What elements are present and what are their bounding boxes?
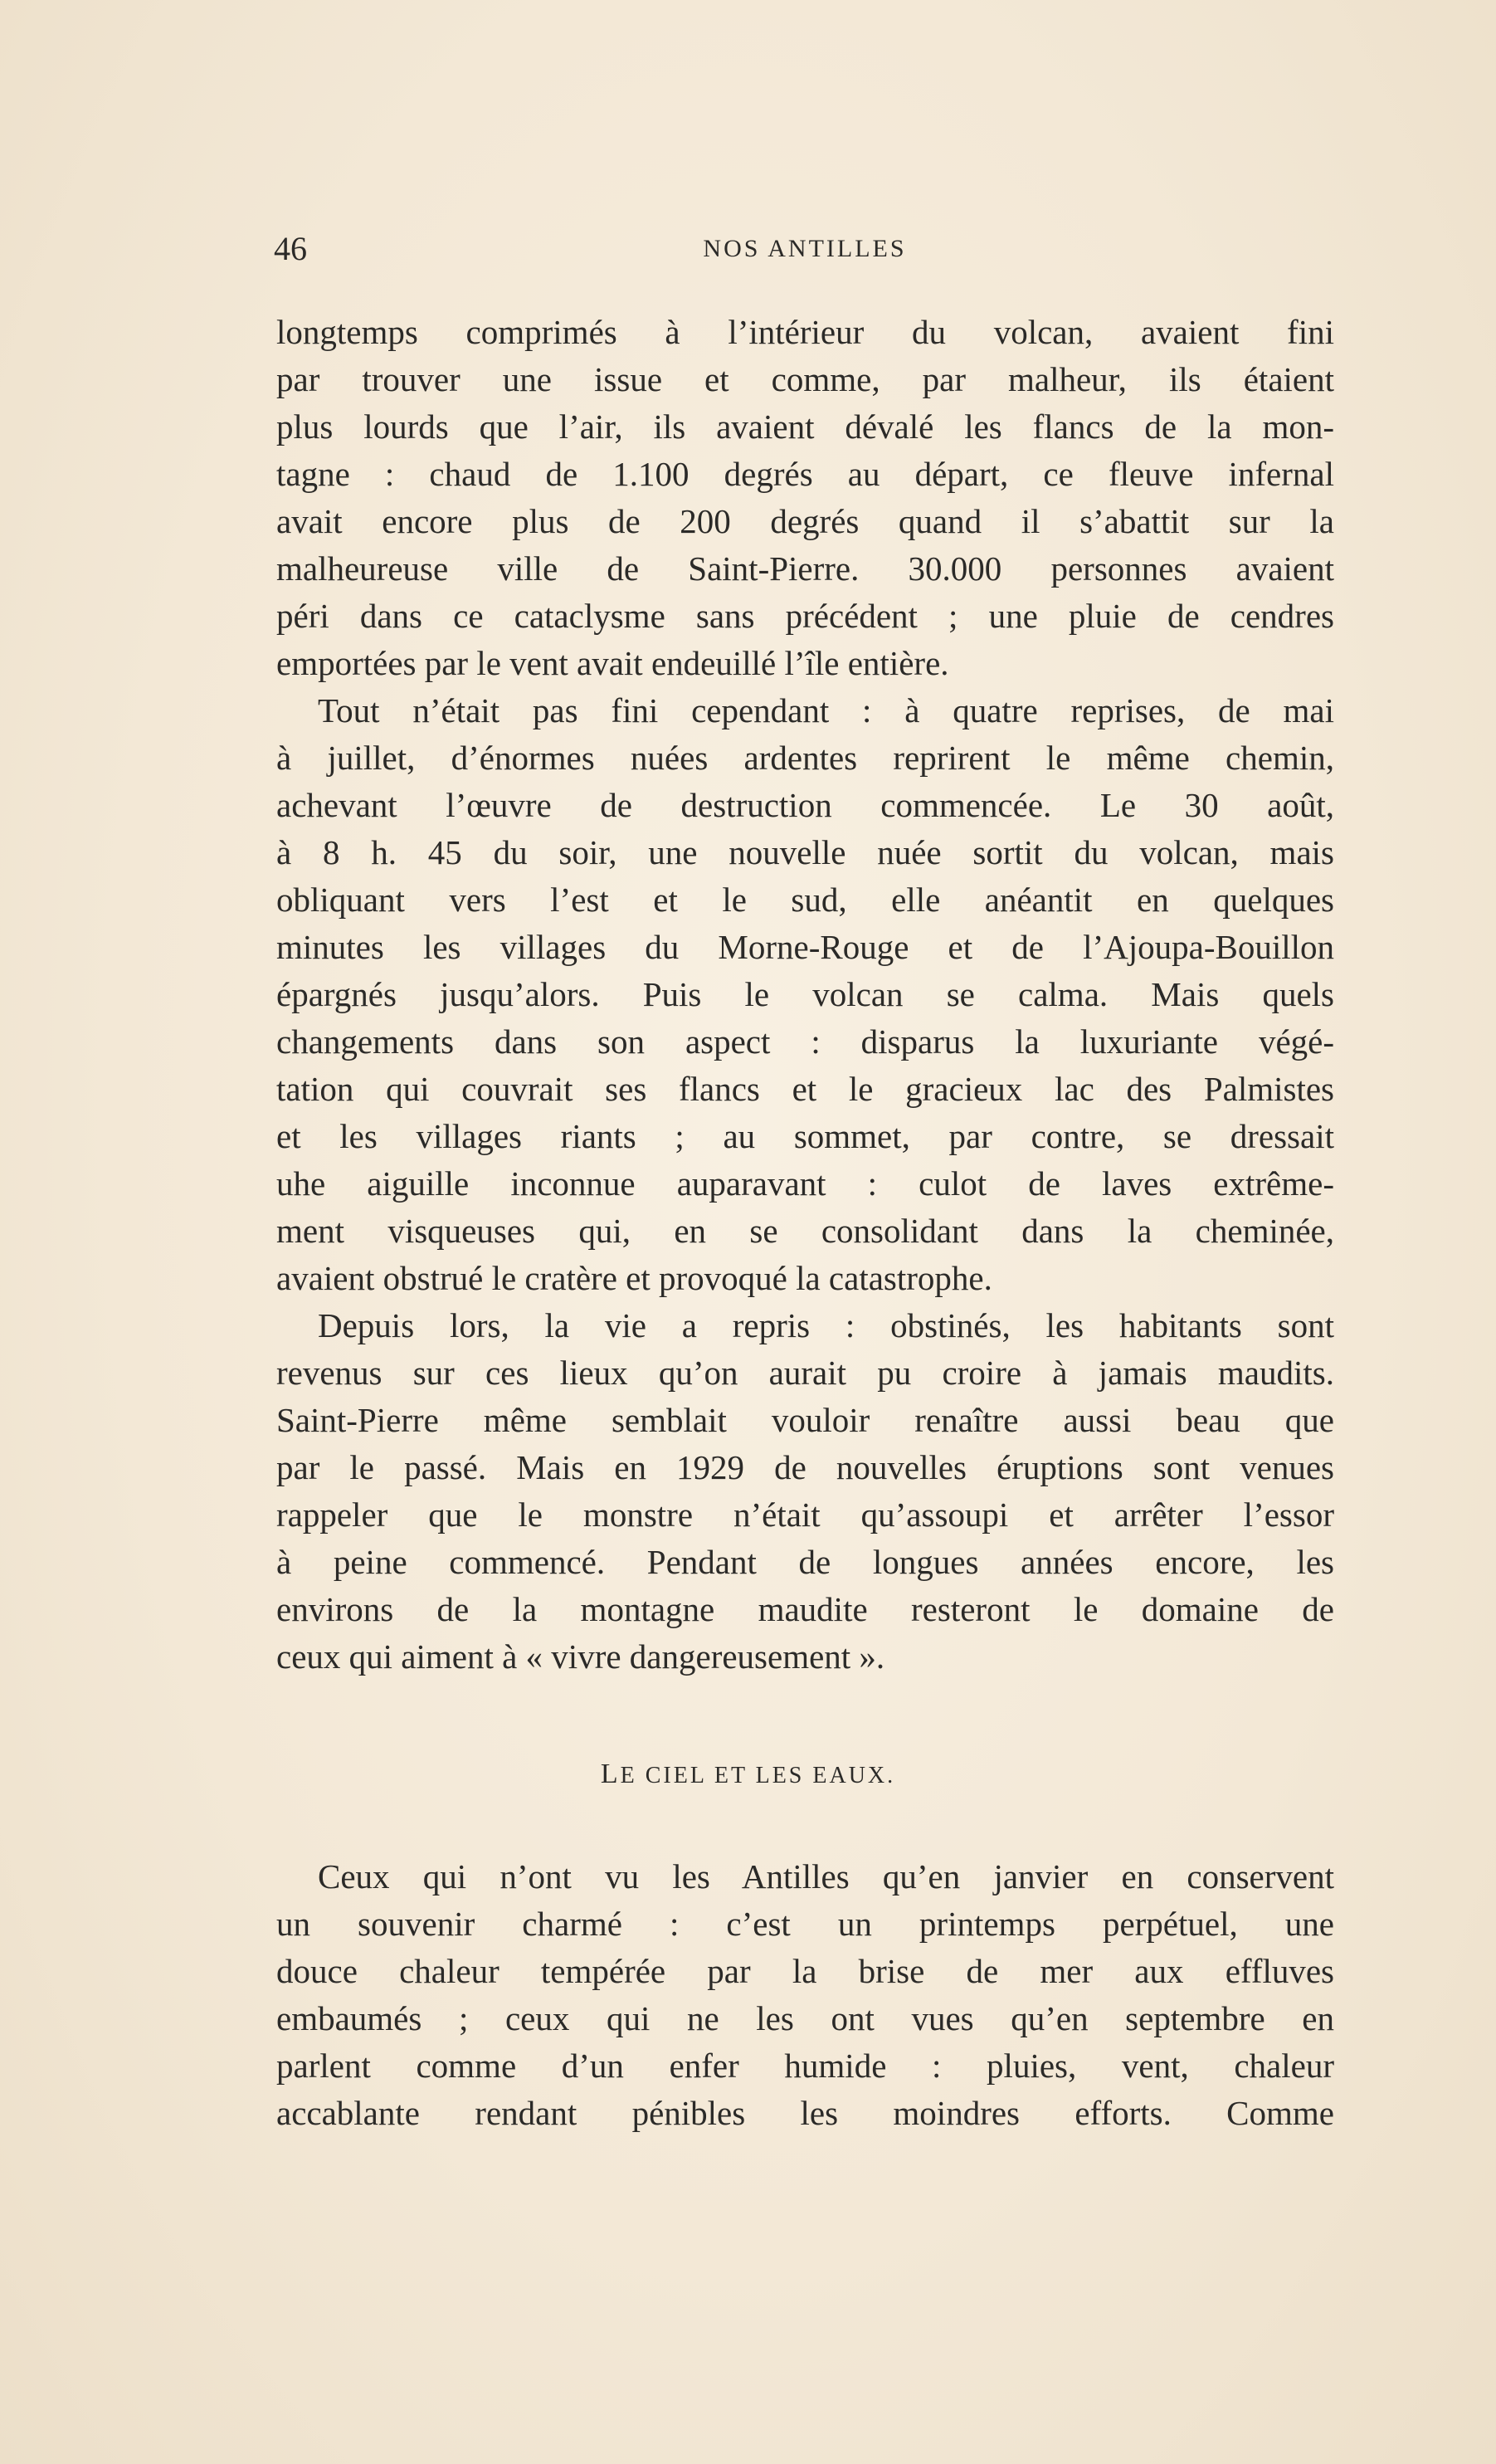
text-line: tation qui couvrait ses flancs et le gracieux lac des Palmistes — [276, 1070, 1334, 1108]
text-line: avait encore plus de 200 degrés quand il s’abattit sur la — [276, 502, 1334, 540]
body-text-top — [276, 309, 1334, 1681]
text-line: plus lourds que l’air, ils avaient dévalé les flancs de la mon- — [276, 407, 1334, 446]
text-line: ment visqueuses qui, en se consolidant dans la cheminée, — [276, 1212, 1334, 1250]
text-line: tagne : chaud de 1.100 degrés au départ, ce fleuve infernal — [276, 455, 1334, 493]
text-line: malheureuse ville de Saint-Pierre. 30.000 personnes avaient — [276, 549, 1334, 588]
text-line: obliquant vers l’est et le sud, elle anéantit en quelques — [276, 881, 1334, 919]
text-line: uhe aiguille inconnue auparavant : culot de laves extrême- — [276, 1164, 1334, 1203]
text-line: à juillet, d’énormes nuées ardentes reprirent le même chemin, — [276, 739, 1334, 777]
text-line: par le passé. Mais en 1929 de nouvelles éruptions sont venues — [276, 1448, 1334, 1486]
text-line: embaumés ; ceux qui ne les ont vues qu’en septembre en — [276, 1999, 1334, 2037]
text-line: revenus sur ces lieux qu’on aurait pu croire à jamais maudits. — [276, 1354, 1334, 1392]
text-line: à 8 h. 45 du soir, une nouvelle nuée sortit du volcan, mais — [276, 833, 1334, 871]
section-heading — [0, 1749, 1496, 1801]
body-text-bottom — [276, 1853, 1334, 2137]
text-line: à peine commencé. Pendant de longues années encore, les — [276, 1543, 1334, 1581]
text-line: par trouver une issue et comme, par malheur, ils étaient — [276, 360, 1334, 398]
page-header — [274, 224, 1336, 274]
text-line: péri dans ce cataclysme sans précédent ; une pluie de cendres — [276, 597, 1334, 635]
text-line: parlent comme d’un enfer humide : pluies, vent, chaleur — [276, 2047, 1334, 2085]
text-line: achevant l’œuvre de destruction commencée. Le 30 août, — [276, 786, 1334, 824]
text-line: Saint-Pierre même semblait vouloir renaître aussi beau que — [276, 1401, 1334, 1439]
text-line: avaient obstrué le cratère et provoqué la catastrophe. — [276, 1259, 992, 1297]
text-line: longtemps comprimés à l’intérieur du volcan, avaient fini — [276, 313, 1334, 351]
text-line: Depuis lors, la vie a repris : obstinés, les habitants sont — [318, 1306, 1334, 1344]
running-head: NOS ANTILLES — [703, 235, 907, 262]
text-line: emportées par le vent avait endeuillé l’île entière. — [276, 644, 949, 682]
text-line: épargnés jusqu’alors. Puis le volcan se calma. Mais quels — [276, 975, 1334, 1013]
text-line: environs de la montagne maudite resteront le domaine de — [276, 1590, 1334, 1628]
text-line: Tout n’était pas fini cependant : à quatre reprises, de mai — [318, 691, 1334, 729]
page-number: 46 — [274, 230, 307, 267]
text-line: douce chaleur tempérée par la brise de mer aux effluves — [276, 1952, 1334, 1990]
text-line: changements dans son aspect : disparus la luxuriante végé- — [276, 1022, 1334, 1061]
text-line: et les villages riants ; au sommet, par contre, se dressait — [276, 1117, 1334, 1155]
text-line: minutes les villages du Morne-Rouge et de l’Ajoupa-Bouillon — [276, 928, 1334, 966]
text-line: accablante rendant pénibles les moindres efforts. Comme — [276, 2094, 1334, 2132]
section-heading-initial: L — [600, 1759, 621, 1789]
text-line: ceux qui aiment à « vivre dangereusement ». — [276, 1637, 885, 1676]
section-heading-rest: E CIEL ET LES EAUX. — [620, 1763, 896, 1788]
text-line: un souvenir charmé : c’est un printemps perpétuel, une — [276, 1905, 1334, 1943]
text-line: Ceux qui n’ont vu les Antilles qu’en janvier en conservent — [318, 1857, 1334, 1896]
text-line: rappeler que le monstre n’était qu’assoupi et arrêter l’essor — [276, 1495, 1334, 1534]
